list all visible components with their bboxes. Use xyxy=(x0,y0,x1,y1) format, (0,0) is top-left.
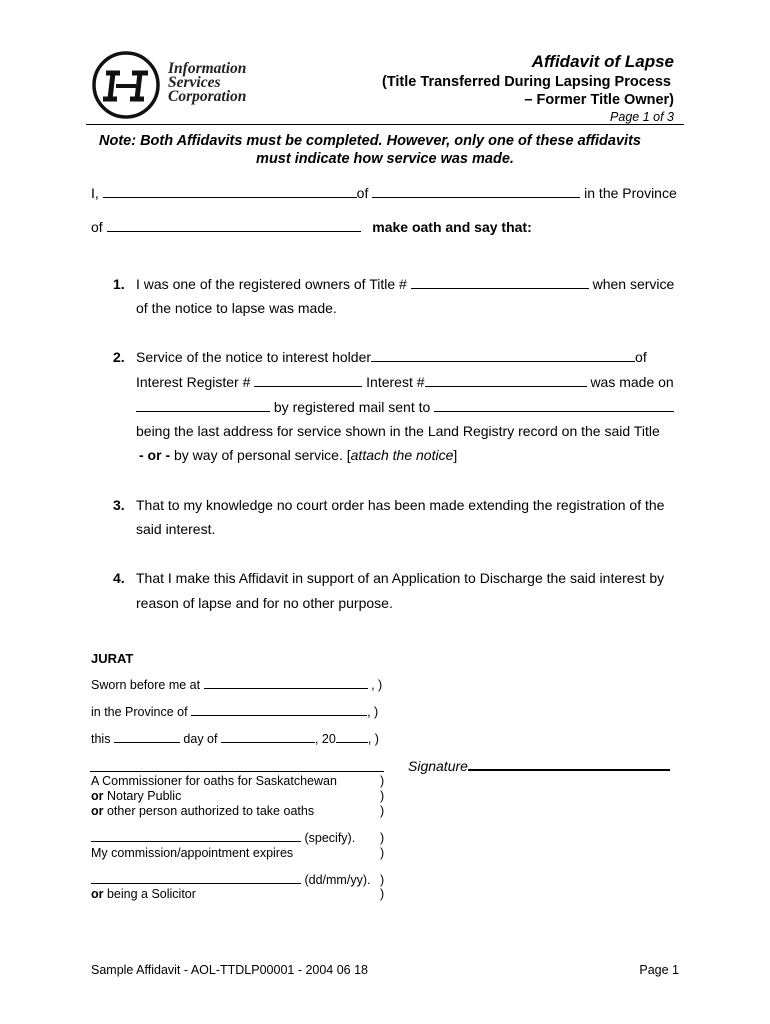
bracket-7: ) xyxy=(380,887,385,901)
year-field[interactable] xyxy=(336,732,368,743)
signature-field[interactable] xyxy=(468,757,670,771)
commissioner-label: A Commissioner for oaths for Saskatchewan xyxy=(91,774,337,788)
intro-line2 xyxy=(91,219,532,235)
title-number-field[interactable] xyxy=(411,276,589,289)
item2-of: of xyxy=(635,349,647,365)
item1-line1 xyxy=(136,276,674,292)
interest-number-field[interactable] xyxy=(425,374,587,387)
item1-text-a: I was one of the registered owners of Title # xyxy=(136,276,407,292)
document-subtitle-line2: – Former Title Owner) xyxy=(524,92,674,108)
registered-mail-label: by registered mail sent to xyxy=(273,399,431,415)
interest-holder-field[interactable] xyxy=(371,349,635,362)
note-line2: must indicate how service was made. xyxy=(256,151,514,167)
bracket-2: ) xyxy=(380,789,385,803)
bracket-6: ) xyxy=(380,873,385,887)
item1-line2: of the notice to lapse was made. xyxy=(136,300,337,316)
province-end: , ) xyxy=(367,705,379,719)
jurat-province-line xyxy=(91,705,378,719)
document-subtitle-line1: (Title Transferred During Lapsing Process xyxy=(381,74,671,90)
item3-line1: That to my knowledge no court order has been made extending the registration of the xyxy=(136,497,665,513)
year-end: , ) xyxy=(367,732,379,746)
notary-label: Notary Public xyxy=(106,789,182,803)
i-label: I xyxy=(91,185,95,201)
deponent-province-field[interactable] xyxy=(107,219,361,232)
item4-number: 4. xyxy=(113,570,125,586)
notary-line xyxy=(91,789,181,803)
personal-service-text: by way of personal service. [ xyxy=(174,447,351,463)
day-of-label: day of xyxy=(183,732,218,746)
of2-label: of xyxy=(91,219,103,235)
footer-page-number: Page 1 xyxy=(639,963,679,977)
logo-line1: Information xyxy=(168,60,247,77)
interest-register-label: Interest Register # xyxy=(136,374,251,390)
bracket-close: ] xyxy=(453,447,458,463)
bracket-4: ) xyxy=(380,831,385,845)
month-field[interactable] xyxy=(221,732,315,743)
of-label: of xyxy=(356,185,369,201)
this-label: this xyxy=(91,732,111,746)
isc-monogram-icon xyxy=(90,49,162,121)
oath-label: make oath and say that: xyxy=(372,219,532,235)
item2-line3 xyxy=(136,399,674,415)
interest-number-label: Interest # xyxy=(366,374,425,390)
deponent-city-field[interactable] xyxy=(372,185,580,198)
made-on-label: was made on xyxy=(590,374,674,390)
bracket-1: ) xyxy=(380,774,385,788)
jurat-province-label: in the Province of xyxy=(91,705,188,719)
commissioner-signature-line[interactable] xyxy=(90,771,384,772)
jurat-heading: JURAT xyxy=(91,651,134,666)
item2-line4: being the last address for service shown in the Land Registry record on the said Title xyxy=(136,423,660,439)
item4-line1: That I make this Affidavit in support of an Application to Discharge the said interest by xyxy=(136,570,665,586)
item3-number: 3. xyxy=(113,497,125,513)
sworn-label: Sworn before me at xyxy=(91,678,201,692)
item2-line1-text: Service of the notice to interest holder xyxy=(136,349,372,365)
sworn-end: , ) xyxy=(371,678,383,692)
logo-line2: Services xyxy=(168,74,221,91)
bracket-5: ) xyxy=(380,846,385,860)
signature-label: Signature xyxy=(408,758,468,774)
deponent-name-field[interactable] xyxy=(103,185,357,198)
commission-expires-label: My commission/appointment expires xyxy=(91,846,294,860)
item1-number: 1. xyxy=(113,276,125,292)
or-label-3: or xyxy=(91,887,104,901)
page-indicator: Page 1 of 3 xyxy=(610,110,674,124)
jurat-date-line xyxy=(91,732,379,746)
or-label-2: or xyxy=(91,804,104,818)
item2-line5 xyxy=(139,447,457,463)
solicitor-line xyxy=(91,887,196,901)
year-label: , 20 xyxy=(314,732,336,746)
footer-left: Sample Affidavit - AOL-TTDLP00001 - 2004 06 18 xyxy=(91,963,369,977)
mailing-address-field[interactable] xyxy=(434,399,674,412)
expiry-date-line xyxy=(91,873,370,887)
intro-line1: I, of in the Province xyxy=(91,185,677,201)
specify-field[interactable] xyxy=(91,831,301,842)
specify-line xyxy=(91,831,355,845)
item2-line1 xyxy=(136,349,647,365)
attach-notice-text: attach the notice xyxy=(350,447,454,463)
jurat-province-field[interactable] xyxy=(191,705,367,716)
day-field[interactable] xyxy=(114,732,180,743)
interest-register-field[interactable] xyxy=(254,374,362,387)
province-label: in the Province xyxy=(584,185,677,201)
item4-line2: reason of lapse and for no other purpose. xyxy=(136,595,393,611)
or-label-1: or xyxy=(91,789,104,803)
other-person-line xyxy=(91,804,314,818)
sworn-location-field[interactable] xyxy=(204,678,368,689)
specify-label: (specify). xyxy=(304,831,356,845)
document-title: Affidavit of Lapse xyxy=(531,52,674,71)
logo xyxy=(90,47,280,125)
item1-text-b: when service xyxy=(592,276,675,292)
bracket-3: ) xyxy=(380,804,385,818)
item3-line2: said interest. xyxy=(136,521,216,537)
item2-number: 2. xyxy=(113,349,125,365)
header-divider xyxy=(86,124,684,125)
other-person-label: other person authorized to take oaths xyxy=(106,804,315,818)
logo-line3: Corporation xyxy=(168,88,247,105)
date-format-label: (dd/mm/yy). xyxy=(304,873,371,887)
or-label: - or - xyxy=(139,447,171,463)
signature-area xyxy=(408,757,670,774)
solicitor-label: being a Solicitor xyxy=(106,887,196,901)
expiry-date-field[interactable] xyxy=(91,873,301,884)
service-date-field[interactable] xyxy=(136,399,270,412)
jurat-sworn-line xyxy=(91,678,382,692)
item2-line2 xyxy=(136,374,674,390)
note-line1: Note: Both Affidavits must be completed. However, only one of these affidavits xyxy=(99,133,641,149)
